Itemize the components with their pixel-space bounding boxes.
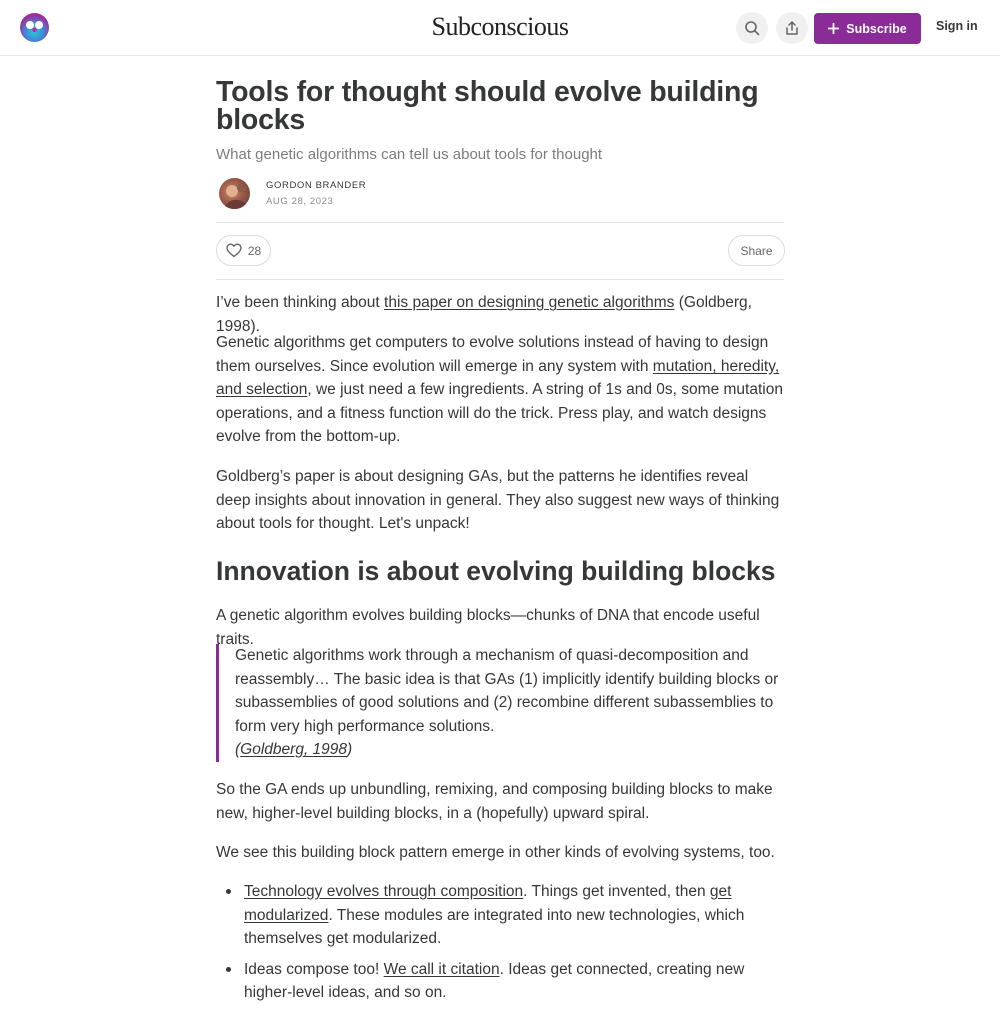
share-up-icon bbox=[784, 20, 800, 36]
list-text: . Things get invented, then bbox=[523, 883, 710, 900]
author-name[interactable]: GORDON BRANDER bbox=[266, 180, 367, 191]
paragraph-4: A genetic algorithm evolves building blocks—chunks of DNA that encode useful traits. bbox=[216, 607, 760, 648]
list-text: . These modules are integrated into new technologies, which themselves get modularized. bbox=[244, 906, 745, 947]
paragraph-2 bbox=[216, 331, 784, 449]
list-item bbox=[244, 880, 784, 951]
p1-text: I’ve been thinking about bbox=[216, 294, 385, 311]
mutation-link[interactable]: mutation, heredity, and selection bbox=[216, 357, 780, 398]
paragraph-6: We see this building block pattern emerge in other kinds of evolving systems, too. bbox=[216, 844, 775, 861]
quote-citation bbox=[235, 738, 784, 762]
bullet-list bbox=[216, 880, 784, 1012]
share-button[interactable]: Share bbox=[728, 235, 785, 266]
paper-link[interactable]: this paper on designing genetic algorithms bbox=[384, 294, 675, 311]
modularized-link[interactable]: get modularized bbox=[244, 883, 732, 924]
post-subtitle: What genetic algorithms can tell us about tools for thought bbox=[216, 146, 603, 163]
post-title: Tools for thought should evolve building blocks bbox=[216, 76, 759, 136]
p2-text: Genetic algorithms get computers to evolve solutions instead of having to design them ourselves. Since evolution will emerge in any system with bbox=[216, 334, 769, 375]
sign-in-link[interactable]: Sign in bbox=[936, 19, 978, 33]
section-heading: Innovation is about evolving building blocks bbox=[216, 556, 776, 586]
divider-top bbox=[216, 222, 784, 223]
paragraph-5: So the GA ends up unbundling, remixing, and composing building blocks to make new, higher-level building blocks, in a (hopefully) upward spiral. bbox=[216, 781, 773, 822]
p2-text-after: , we just need a few ingredients. A string of 1s and 0s, some mutation operations, and a fitness function will do the trick. Press play, and watch designs evolve from the bottom-up. bbox=[216, 381, 783, 445]
top-bar bbox=[0, 0, 1000, 56]
technology-link[interactable]: Technology evolves through composition bbox=[244, 883, 524, 900]
citation-link[interactable]: Goldberg, 1998 bbox=[240, 741, 348, 758]
search-button[interactable] bbox=[736, 12, 768, 44]
quote-text: Genetic algorithms work through a mechanism of quasi-decomposition and reassembly… The basic idea is that GAs (1) implicitly identify building blocks or subassemblies of good solutions and (2) recombine different subassemblies to form very high performance solutions. bbox=[235, 647, 779, 735]
like-count: 28 bbox=[247, 243, 262, 258]
plus-icon bbox=[828, 23, 839, 34]
like-button[interactable] bbox=[216, 235, 271, 266]
p1-text-after: (Goldberg, 1998). bbox=[216, 294, 752, 335]
author-avatar[interactable] bbox=[219, 178, 250, 209]
blockquote bbox=[216, 644, 784, 762]
subscribe-label: Subscribe bbox=[846, 21, 907, 36]
post-date: AUG 28, 2023 bbox=[266, 196, 334, 207]
list-item bbox=[244, 958, 784, 1005]
publication-title[interactable]: Subconscious bbox=[431, 12, 569, 41]
search-icon bbox=[744, 20, 760, 36]
heart-icon bbox=[226, 243, 242, 258]
paragraph-3: Goldberg’s paper is about designing GAs, but the patterns he identifies reveal deep insights about innovation in general. They also suggest new ways of thinking about tools for thought. Let's unpack! bbox=[216, 468, 780, 532]
list-text: Ideas compose too! bbox=[244, 960, 384, 978]
share-menu-button[interactable] bbox=[776, 12, 808, 44]
cite-open: ( bbox=[235, 741, 241, 758]
list-text: . Ideas get connected, creating new higher-level ideas, and so on. bbox=[244, 960, 745, 1001]
subscribe-button[interactable] bbox=[814, 13, 921, 44]
divider-bottom bbox=[216, 279, 784, 280]
cite-close: ) bbox=[347, 741, 353, 758]
citation-link[interactable]: We call it citation bbox=[383, 960, 500, 978]
